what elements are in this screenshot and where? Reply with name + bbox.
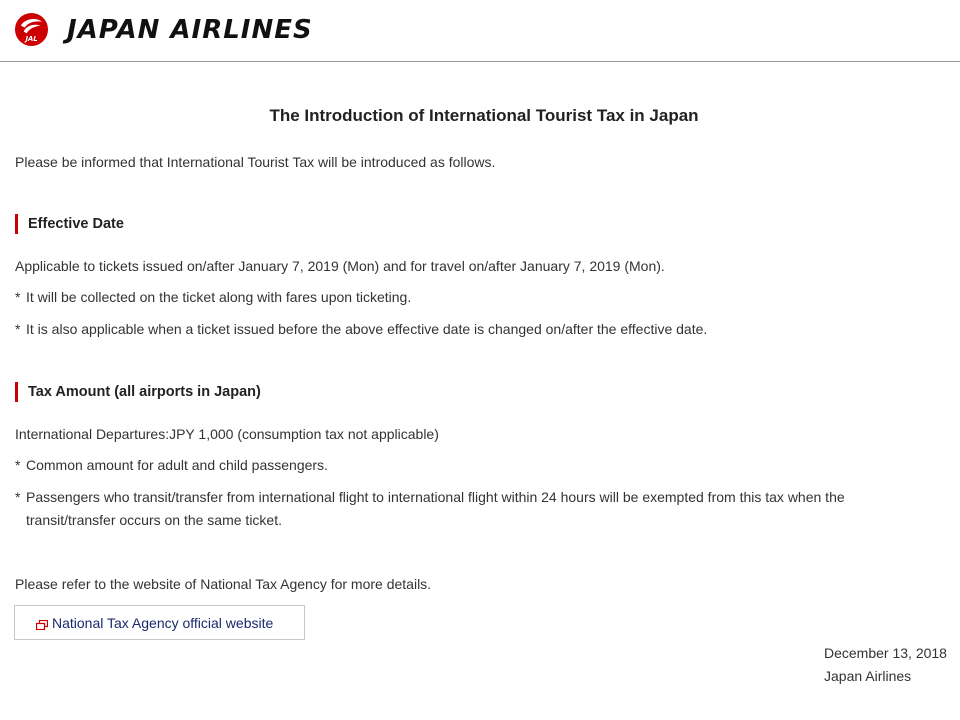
note-marker: *: [15, 321, 21, 337]
effective-date-note: [15, 318, 906, 341]
refer-text: Please refer to the website of National Tax Agency for more details.: [15, 576, 432, 592]
intro-text: Please be informed that International Tourist Tax will be introduced as follows.: [15, 154, 496, 170]
tax-amount-text: International Departures:JPY 1,000 (consumption tax not applicable): [15, 426, 439, 442]
note-marker: *: [15, 289, 21, 305]
jal-crane-logo-icon[interactable]: [14, 12, 49, 47]
logo-mark-text: JAL: [25, 35, 38, 44]
note-marker: *: [15, 489, 21, 505]
effective-date-note: [15, 286, 906, 309]
airline-wordmark[interactable]: JAPAN AIRLINES: [67, 15, 313, 45]
site-header: [0, 0, 960, 62]
tax-amount-note: [15, 454, 906, 477]
note-text: It will be collected on the ticket along with fares upon ticketing.: [26, 289, 412, 305]
page-title: The Introduction of International Tourist Tax in Japan: [269, 106, 699, 125]
effective-date-text: Applicable to tickets issued on/after January 7, 2019 (Mon) and for travel on/after January 7, 2019 (Mon).: [15, 258, 665, 274]
external-link-icon: [36, 620, 48, 630]
link-label[interactable]: National Tax Agency official website: [52, 615, 274, 631]
note-text: Common amount for adult and child passengers.: [26, 457, 328, 473]
notice-date: December 13, 2018: [824, 645, 947, 661]
section-heading-effective-date: Effective Date: [15, 214, 124, 234]
note-text: It is also applicable when a ticket issued before the above effective date is changed on/after the effective date.: [26, 321, 708, 337]
section-heading-tax-amount: Tax Amount (all airports in Japan): [15, 382, 261, 402]
notice-signature: Japan Airlines: [824, 668, 912, 684]
tax-amount-note: [15, 486, 906, 532]
national-tax-agency-link-button[interactable]: [14, 605, 305, 640]
note-text: Passengers who transit/transfer from international flight to international flight within 24 hours will be exempted from this tax when the transit/transfer occurs on the same ticket.: [26, 489, 845, 528]
note-marker: *: [15, 457, 21, 473]
